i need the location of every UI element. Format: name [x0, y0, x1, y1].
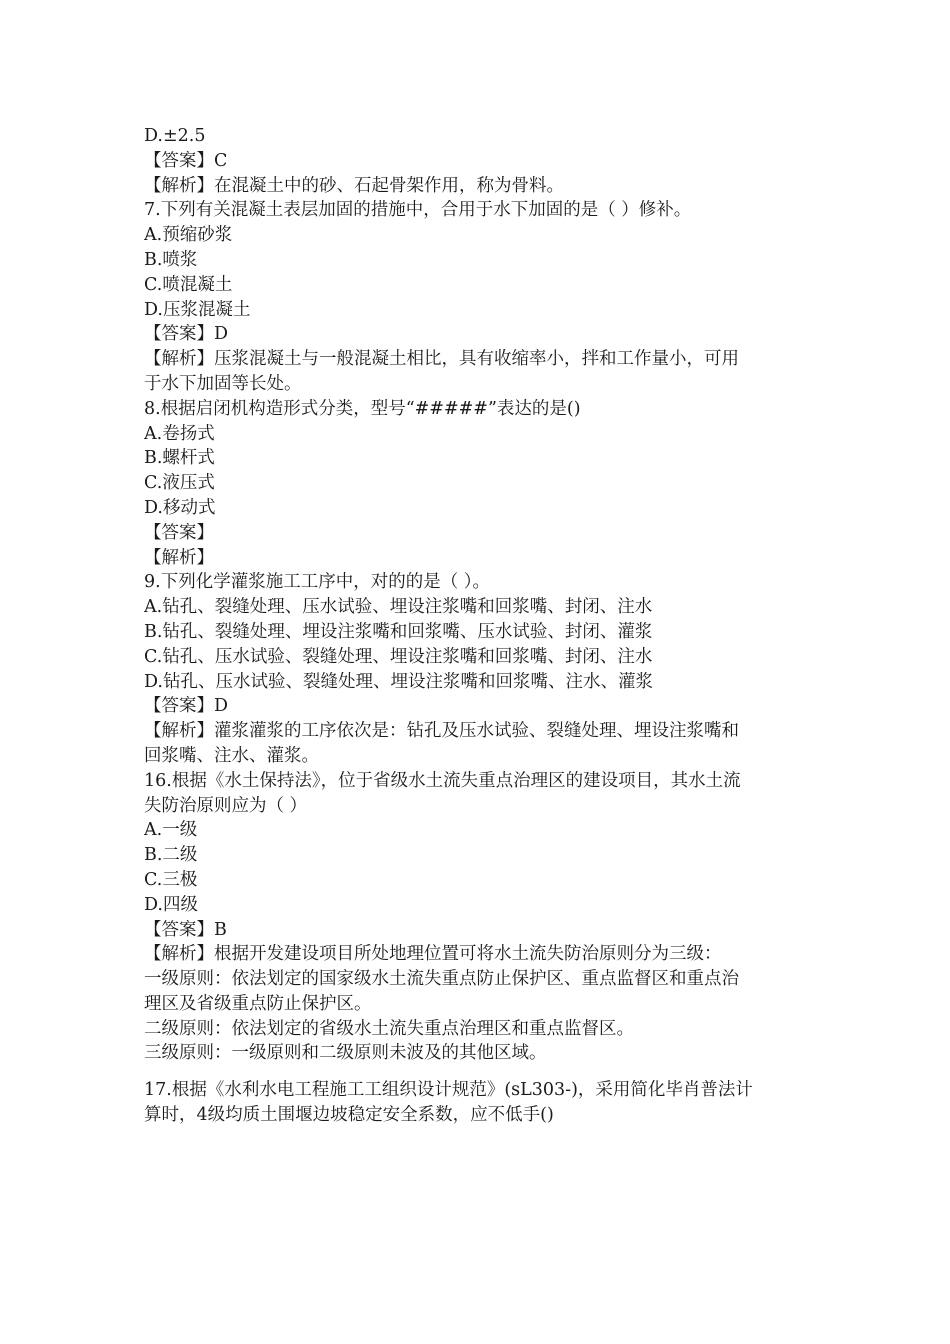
- principle-level-2: 二级原则：依法划定的省级水土流失重点治理区和重点监督区。: [144, 1018, 634, 1039]
- option-a: A.一级: [144, 820, 198, 841]
- question-16-continued: 失防治原则应为（ ）: [144, 795, 308, 816]
- option-b: B.螺杆式: [144, 448, 215, 469]
- question-7: 7.下列有关混凝土表层加固的措施中，合用于水下加固的是（ ）修补。: [144, 200, 692, 221]
- question-9: 9.下列化学灌浆施工工序中，对的的是（ ）。: [144, 572, 491, 593]
- principle-level-1: 一级原则：依法划定的国家级水土流失重点防止保护区、重点监督区和重点治: [144, 969, 739, 990]
- option-d: D.压浆混凝土: [144, 299, 251, 320]
- question-16: 16.根据《水土保持法》，位于省级水土流失重点治理区的建设项目，其水土流: [144, 770, 741, 791]
- analysis-line: 【解析】灌浆灌浆的工序依次是：钻孔及压水试验、裂缝处理、埋设注浆嘴和: [144, 721, 739, 742]
- analysis-line: 【解析】: [144, 547, 214, 568]
- option-d: D.钻孔、压水试验、裂缝处理、埋设注浆嘴和回浆嘴、注水、灌浆: [144, 671, 653, 692]
- option-c: C.三极: [144, 869, 198, 890]
- answer-line: 【答案】B: [144, 919, 227, 940]
- option-c: C.液压式: [144, 473, 215, 494]
- option-a: A.钻孔、裂缝处理、压水试验、埋设注浆嘴和回浆嘴、封闭、注水: [144, 597, 653, 618]
- text-line: D.±2.5: [144, 126, 206, 146]
- principle-level-1-continued: 理区及省级重点防止保护区。: [144, 993, 372, 1014]
- principle-level-3: 三级原则：一级原则和二级原则未波及的其他区域。: [144, 1043, 547, 1064]
- analysis-line-continued: 回浆嘴、注水、灌浆。: [144, 745, 319, 766]
- answer-line: 【答案】D: [144, 696, 229, 717]
- option-a: A.卷扬式: [144, 423, 215, 444]
- option-b: B.喷浆: [144, 249, 198, 270]
- option-a: A.预缩砂浆: [144, 225, 233, 246]
- answer-line: 【答案】D: [144, 324, 229, 345]
- analysis-line: 【解析】压浆混凝土与一般混凝土相比，具有收缩率小，拌和工作量小，可用: [144, 349, 739, 370]
- question-17: 17.根据《水利水电工程施工工组织设计规范》(sL303-)，采用简化毕肖普法计: [144, 1080, 753, 1101]
- option-b: B.二级: [144, 845, 198, 866]
- option-d: D.移动式: [144, 497, 216, 518]
- paragraph-gap: [144, 1066, 810, 1078]
- option-c: C.喷混凝土: [144, 274, 233, 295]
- question-17-continued: 算时，4级均质土围堰边坡稳定安全系数，应不低手(): [144, 1105, 554, 1126]
- analysis-line-continued: 于水下加固等长处。: [144, 373, 302, 394]
- answer-line: 【答案】: [144, 522, 214, 543]
- answer-line: 【答案】C: [144, 150, 228, 171]
- question-8: 8.根据启闭机构造形式分类，型号“#####”表达的是(): [144, 398, 581, 419]
- option-b: B.钻孔、裂缝处理、埋设注浆嘴和回浆嘴、压水试验、封闭、灌浆: [144, 621, 653, 642]
- option-d: D.四级: [144, 894, 198, 915]
- document-text: [144, 124, 810, 1128]
- option-c: C.钻孔、压水试验、裂缝处理、埋设注浆嘴和回浆嘴、封闭、注水: [144, 646, 653, 667]
- analysis-line: 【解析】根据开发建设项目所处地理位置可将水土流失防治原则分为三级：: [144, 944, 722, 965]
- analysis-line: 【解析】在混凝土中的砂、石起骨架作用，称为骨料。: [144, 175, 564, 196]
